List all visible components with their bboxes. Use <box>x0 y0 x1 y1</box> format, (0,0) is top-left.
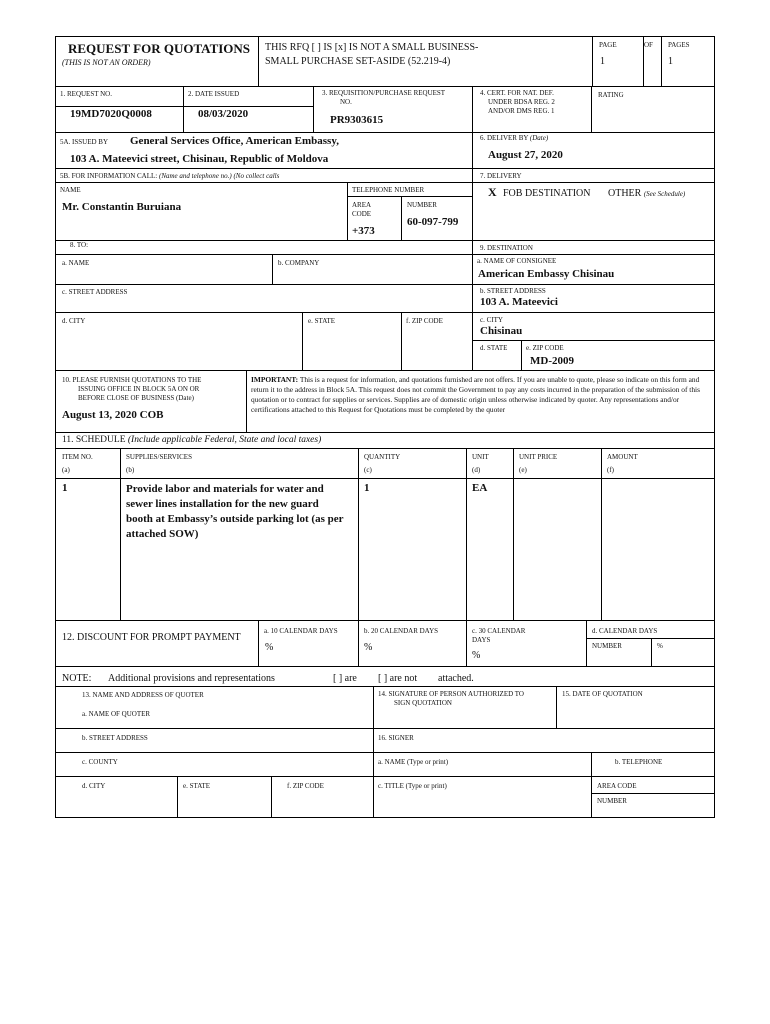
col-b-letter: (b) <box>126 466 135 474</box>
furnish-label-2: ISSUING OFFICE IN BLOCK 5A ON OR <box>78 385 200 393</box>
issued-by-name: General Services Office, American Embassy, <box>130 135 339 147</box>
col-item-header: ITEM NO. <box>62 453 93 461</box>
area-code-label-1: AREA <box>352 201 372 209</box>
other-delivery-label: OTHER (See Schedule) <box>608 188 686 199</box>
page-label: PAGE <box>599 41 617 49</box>
requisition-no-value: PR9303615 <box>330 114 384 126</box>
issued-by-address: 103 A. Mateevici street, Chisinau, Republic of Moldova <box>70 153 329 165</box>
col-amount-header: AMOUNT <box>607 453 638 461</box>
signer-name-label: a. NAME (Type or print) <box>378 758 449 766</box>
furnish-label-3: BEFORE CLOSE OF BUSINESS (Date) <box>78 394 194 402</box>
issued-by-label: 5A. ISSUED BY <box>60 138 109 146</box>
number-label: NUMBER <box>407 201 437 209</box>
of-label: OF <box>644 41 653 49</box>
note-label: NOTE: <box>62 673 92 684</box>
date-issued-value: 08/03/2020 <box>198 108 249 120</box>
to-name-label: a. NAME <box>62 259 90 267</box>
deliver-by-value: August 27, 2020 <box>488 149 563 161</box>
telephone-label: TELEPHONE NUMBER <box>352 186 425 194</box>
consignee-value: American Embassy Chisinau <box>478 268 615 280</box>
row-quantity: 1 <box>364 482 370 494</box>
dest-city-value: Chisinau <box>480 325 523 337</box>
area-code-value: +373 <box>352 225 375 237</box>
discount-10-percent: % <box>265 642 274 653</box>
contact-name-value: Mr. Constantin Buruiana <box>62 201 182 213</box>
consignee-label: a. NAME OF CONSIGNEE <box>477 257 557 265</box>
rfq-setaside-line-2: SMALL PURCHASE SET-ASIDE (52.219-4) <box>265 56 451 67</box>
row-item-no: 1 <box>62 482 68 494</box>
fob-destination-label: FOB DESTINATION <box>503 188 591 199</box>
quotation-date-label: 15. DATE OF QUOTATION <box>562 690 643 698</box>
contact-name-label: NAME <box>60 186 81 194</box>
quoter-name-label: a. NAME OF QUOTER <box>82 710 151 718</box>
furnish-label-1: 10. PLEASE FURNISH QUOTATIONS TO THE <box>62 376 202 384</box>
quoter-city-label: d. CITY <box>82 782 106 790</box>
quoter-street-label: b. STREET ADDRESS <box>82 734 148 742</box>
rating-label: RATING <box>598 91 624 99</box>
discount-label: 12. DISCOUNT FOR PROMPT PAYMENT <box>62 632 241 643</box>
note-are-checkbox[interactable]: [ ] are <box>333 673 357 684</box>
number-value: 60-097-799 <box>407 216 459 228</box>
signature-label-1: 14. SIGNATURE OF PERSON AUTHORIZED TO <box>378 690 524 698</box>
col-unit-price-header: UNIT PRICE <box>519 453 558 461</box>
col-c-letter: (c) <box>364 466 372 474</box>
col-d-letter: (d) <box>472 466 481 474</box>
dest-zip-label: e. ZIP CODE <box>526 344 564 352</box>
note-are-not-checkbox[interactable]: [ ] are not <box>378 673 418 684</box>
signer-title-label: c. TITLE (Type or print) <box>378 782 447 790</box>
pages-label: PAGES <box>668 41 690 49</box>
furnish-date-value: August 13, 2020 COB <box>62 409 164 421</box>
col-f-letter: (f) <box>607 466 614 474</box>
pages-value: 1 <box>668 56 673 67</box>
note-text: Additional provisions and representations <box>108 673 275 684</box>
quoter-county-label: c. COUNTY <box>82 758 118 766</box>
requisition-label-2: NO. <box>340 98 352 106</box>
discount-30-days-label-1: c. 30 CALENDAR <box>472 627 526 635</box>
col-unit-header: UNIT <box>472 453 489 461</box>
signature-label-2: SIGN QUOTATION <box>394 699 452 707</box>
info-call-label: 5B. FOR INFORMATION CALL: (Name and telephone no.) (No collect calls <box>60 172 280 180</box>
discount-20-percent: % <box>364 642 373 653</box>
to-label: 8. TO: <box>70 241 89 249</box>
quoter-zip-label: f. ZIP CODE <box>287 782 324 790</box>
requisition-label-1: 3. REQUISITION/PURCHASE REQUEST <box>322 89 446 97</box>
quoter-state-label: e. STATE <box>183 782 211 790</box>
row-unit: EA <box>472 482 488 494</box>
signer-number-label: NUMBER <box>597 797 627 805</box>
col-e-letter: (e) <box>519 466 527 474</box>
to-street-label: c. STREET ADDRESS <box>62 288 128 296</box>
dest-street-value: 103 A. Mateevici <box>480 296 558 308</box>
discount-30-percent: % <box>472 650 481 661</box>
cert-label-1: 4. CERT. FOR NAT. DEF. <box>480 89 554 97</box>
quoter-name-address-label: 13. NAME AND ADDRESS OF QUOTER <box>82 691 204 699</box>
col-supplies-header: SUPPLIES/SERVICES <box>126 453 192 461</box>
col-quantity-header: QUANTITY <box>364 453 401 461</box>
date-issued-label: 2. DATE ISSUED <box>188 90 240 98</box>
dest-zip-value: MD-2009 <box>530 355 574 367</box>
discount-10-days-label: a. 10 CALENDAR DAYS <box>264 627 338 635</box>
rfq-setaside-line-1: THIS RFQ [ ] IS [x] IS NOT A SMALL BUSINESS- <box>265 42 479 53</box>
delivery-label: 7. DELIVERY <box>480 172 522 180</box>
page-value: 1 <box>600 56 605 67</box>
dest-state-label: d. STATE <box>480 344 508 352</box>
note-attached: attached. <box>438 673 474 684</box>
signer-area-code-label: AREA CODE <box>597 782 637 790</box>
dest-city-label: c. CITY <box>480 316 503 324</box>
discount-20-days-label: b. 20 CALENDAR DAYS <box>364 627 439 635</box>
cert-label-2: UNDER BDSA REG. 2 <box>488 98 555 106</box>
to-city-label: d. CITY <box>62 317 86 325</box>
to-company-label: b. COMPANY <box>278 259 320 267</box>
fob-destination-mark: X <box>488 185 497 199</box>
signer-label: 16. SIGNER <box>378 734 414 742</box>
schedule-title: 11. SCHEDULE (Include applicable Federal, State and local taxes) <box>62 435 322 445</box>
important-notice: IMPORTANT: This is a request for information, and quotations furnished are not offers. If you are unable to quote, please so indicate on this form and return it to the address in Block 5A. This request does not commit the Government to pay any costs incurred in the preparation of the submission of this quotation or to contract for supplies or services. Supplies are of domestic origin unless otherwise indicated by quoter. Any representations and/or certifications attached to this Request for Quotations must be completed by the quoter <box>251 375 700 414</box>
deliver-by-label: 6. DELIVER BY (Date) <box>480 134 549 142</box>
request-no-value: 19MD7020Q0008 <box>70 108 152 120</box>
discount-30-days-label-2: DAYS <box>472 636 491 644</box>
row-description: Provide labor and materials for water and sewer lines installation for the new guard booth at Embassy’s outside parking lot (as per attached SOW) <box>126 483 344 540</box>
discount-d-percent: % <box>657 642 663 650</box>
form-title: REQUEST FOR QUOTATIONS <box>68 41 251 56</box>
destination-label: 9. DESTINATION <box>480 244 533 252</box>
dest-street-label: b. STREET ADDRESS <box>480 287 546 295</box>
to-zip-label: f. ZIP CODE <box>406 317 443 325</box>
discount-number-label: NUMBER <box>592 642 622 650</box>
request-no-label: 1. REQUEST NO. <box>60 90 112 98</box>
discount-calendar-days-label: d. CALENDAR DAYS <box>592 627 658 635</box>
col-a-letter: (a) <box>62 466 70 474</box>
signer-telephone-label: b. TELEPHONE <box>615 758 663 766</box>
form-subtitle: (THIS IS NOT AN ORDER) <box>62 58 151 67</box>
cert-label-3: AND/OR DMS REG. 1 <box>488 107 555 115</box>
area-code-label-2: CODE <box>352 210 372 218</box>
to-state-label: e. STATE <box>308 317 336 325</box>
